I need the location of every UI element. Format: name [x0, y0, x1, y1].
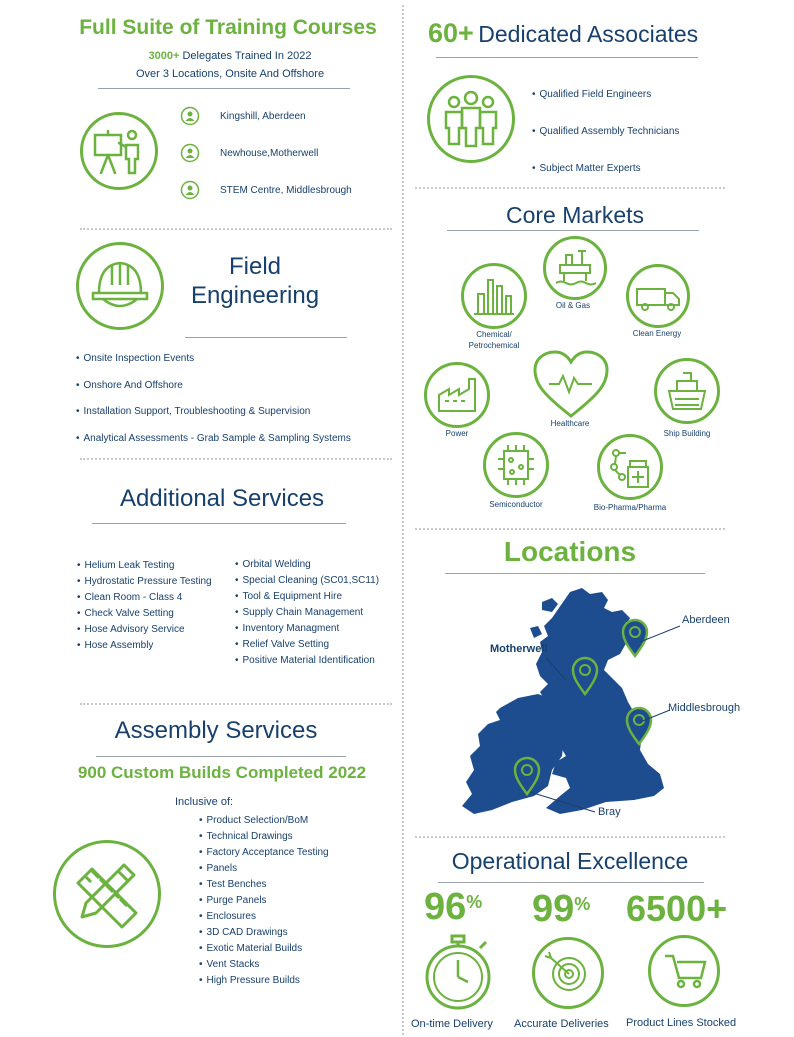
market-icon-circle	[424, 362, 490, 428]
field-engineering-list	[76, 346, 351, 452]
market-label: Semiconductor	[489, 500, 543, 509]
presentation-icon	[83, 115, 155, 187]
market-label-line: Petrochemical	[468, 341, 520, 350]
operational-title: Operational Excellence	[451, 848, 689, 874]
list-item: • Product Selection/BoM	[199, 813, 329, 829]
list-item: • Supply Chain Management	[235, 605, 379, 621]
list-item: • Tool & Equipment Hire	[235, 589, 379, 605]
list-item: • Purge Panels	[199, 893, 329, 909]
person-location-icon	[180, 180, 200, 200]
divider	[415, 528, 725, 530]
stat-product-lines: 6500+	[626, 888, 728, 929]
list-item: • Factory Acceptance Testing	[199, 845, 329, 861]
associates-list	[532, 76, 679, 187]
stat-label: Product Lines Stocked	[626, 1017, 737, 1029]
stat-label: On-time Delivery	[411, 1018, 493, 1030]
list-item: • Clean Room - Class 4	[77, 590, 212, 606]
list-item: • Qualified Assembly Technicians	[532, 113, 679, 150]
divider	[80, 228, 392, 230]
hard-hat-icon	[79, 245, 161, 327]
core-markets-rule	[447, 230, 699, 231]
list-item: • Qualified Field Engineers	[532, 76, 679, 113]
additional-services-title: Additional Services	[119, 485, 325, 512]
site-row	[180, 180, 352, 200]
market-label: Clean Energy	[632, 329, 682, 338]
list-item: • Onshore And Offshore	[76, 373, 351, 400]
additional-services-rule	[92, 523, 346, 524]
stat-unit: %	[574, 894, 591, 914]
additional-services-col1	[77, 558, 212, 654]
assembly-list	[199, 813, 329, 989]
list-item: • Installation Support, Troubleshooting & Supervision	[76, 399, 351, 426]
list-item: • Orbital Welding	[235, 557, 379, 573]
list-item: • 3D CAD Drawings	[199, 925, 329, 941]
site-label: Newhouse,Motherwell	[220, 147, 319, 159]
market-label: Ship Building	[663, 429, 711, 438]
market-icon-circle	[626, 264, 690, 328]
target-icon	[535, 940, 601, 1006]
ship-icon	[657, 361, 717, 421]
list-item: • Vent Stacks	[199, 957, 329, 973]
stat-unit: %	[466, 892, 483, 912]
delegates-text: Delegates Trained In 2022	[182, 50, 312, 62]
site-label: STEM Centre, Middlesbrough	[220, 184, 352, 196]
list-item: • Panels	[199, 861, 329, 877]
associates-icon-circle	[427, 75, 515, 163]
list-item: • Relief Valve Setting	[235, 637, 379, 653]
list-item: • Test Benches	[199, 877, 329, 893]
divider	[415, 187, 725, 189]
field-engineering-rule	[185, 337, 347, 338]
assembly-inclusive-label: Inclusive of:	[175, 796, 234, 808]
medicine-icon	[600, 437, 660, 497]
market-icon-circle	[533, 350, 609, 420]
market-label: Oil & Gas	[555, 301, 591, 310]
training-icon-circle	[80, 112, 158, 190]
associates-count: 60+	[428, 18, 474, 48]
list-item: • Enclosures	[199, 909, 329, 925]
list-item: • Hydrostatic Pressure Testing	[77, 574, 212, 590]
divider	[80, 458, 392, 460]
shopping-cart-icon	[651, 938, 717, 1004]
market-label: Healthcare	[550, 419, 590, 428]
operational-rule	[438, 882, 704, 883]
list-item: • Exotic Material Builds	[199, 941, 329, 957]
training-title: Full Suite of Training Courses	[79, 16, 377, 39]
stat-label: Accurate Deliveries	[514, 1018, 609, 1030]
delegates-count: 3000+	[148, 50, 180, 62]
list-item: • Technical Drawings	[199, 829, 329, 845]
stat-value: 96	[424, 886, 467, 928]
stat-accurate	[532, 888, 590, 931]
pencil-ruler-icon	[56, 843, 158, 945]
list-item: • Inventory Managment	[235, 621, 379, 637]
locations-title: Locations	[503, 536, 637, 567]
market-icon-circle	[483, 432, 549, 498]
market-icon-circle	[461, 263, 527, 329]
market-icon-circle	[597, 434, 663, 500]
training-rule	[98, 88, 350, 89]
market-label: Power	[445, 429, 469, 438]
refinery-icon	[464, 266, 524, 326]
training-locations-line: Over 3 Locations, Onsite And Offshore	[135, 68, 325, 80]
field-engineering-title	[170, 252, 340, 310]
market-label-line: Chemical/	[476, 330, 512, 339]
assembly-rule	[96, 756, 346, 757]
list-item: • Hose Advisory Service	[77, 622, 212, 638]
cart-icon-circle	[648, 935, 720, 1007]
stat-on-time	[424, 886, 482, 929]
site-row	[180, 106, 306, 126]
list-item: • Check Valve Setting	[77, 606, 212, 622]
list-item: • Subject Matter Experts	[532, 150, 679, 187]
truck-icon	[629, 267, 687, 325]
microchip-icon	[486, 435, 546, 495]
location-label-motherwell: Motherwell	[490, 643, 548, 655]
location-label-bray: Bray	[598, 806, 621, 818]
associates-heading	[428, 18, 698, 49]
divider	[415, 836, 725, 838]
list-item: • Special Cleaning (SC01,SC11)	[235, 573, 379, 589]
power-plant-icon	[427, 365, 487, 425]
list-item: • Onsite Inspection Events	[76, 346, 351, 373]
stopwatch-icon	[422, 932, 494, 1012]
person-location-icon	[180, 143, 200, 163]
list-item: • High Pressure Builds	[199, 973, 329, 989]
delegates-line	[80, 50, 380, 62]
oil-rig-icon	[546, 239, 604, 297]
person-location-icon	[180, 106, 200, 126]
market-icon-circle	[543, 236, 607, 300]
list-item: • Positive Material Identification	[235, 653, 379, 669]
field-engineering-icon-circle	[76, 242, 164, 330]
team-icon	[430, 78, 512, 160]
market-icon-circle	[654, 358, 720, 424]
list-item: • Analytical Assessments - Grab Sample & Sampling Systems	[76, 426, 351, 453]
locations-rule	[445, 573, 705, 574]
associates-title: Dedicated Associates	[478, 21, 699, 47]
market-label	[448, 329, 540, 351]
assembly-icon-circle	[53, 840, 161, 948]
field-engineering-title-line2: Engineering	[190, 282, 320, 309]
market-label: Bio-Pharma/Pharma	[593, 503, 667, 512]
additional-services-col2	[235, 557, 379, 669]
site-label: Kingshill, Aberdeen	[220, 110, 306, 122]
heart-health-icon	[533, 350, 609, 420]
divider	[80, 703, 392, 705]
core-markets-title: Core Markets	[505, 202, 645, 228]
column-divider	[402, 5, 404, 1035]
assembly-title: Assembly Services	[114, 717, 318, 744]
stat-value: 99	[532, 888, 575, 930]
associates-rule	[436, 57, 698, 58]
field-engineering-title-line1: Field	[228, 253, 282, 280]
list-item: • Hose Assembly	[77, 638, 212, 654]
target-icon-circle	[532, 937, 604, 1009]
site-row	[180, 143, 318, 163]
list-item: • Helium Leak Testing	[77, 558, 212, 574]
assembly-subtitle: 900 Custom Builds Completed 2022	[77, 763, 367, 782]
location-label-aberdeen: Aberdeen	[682, 614, 730, 626]
location-label-middlesbrough: Middlesbrough	[668, 702, 741, 714]
